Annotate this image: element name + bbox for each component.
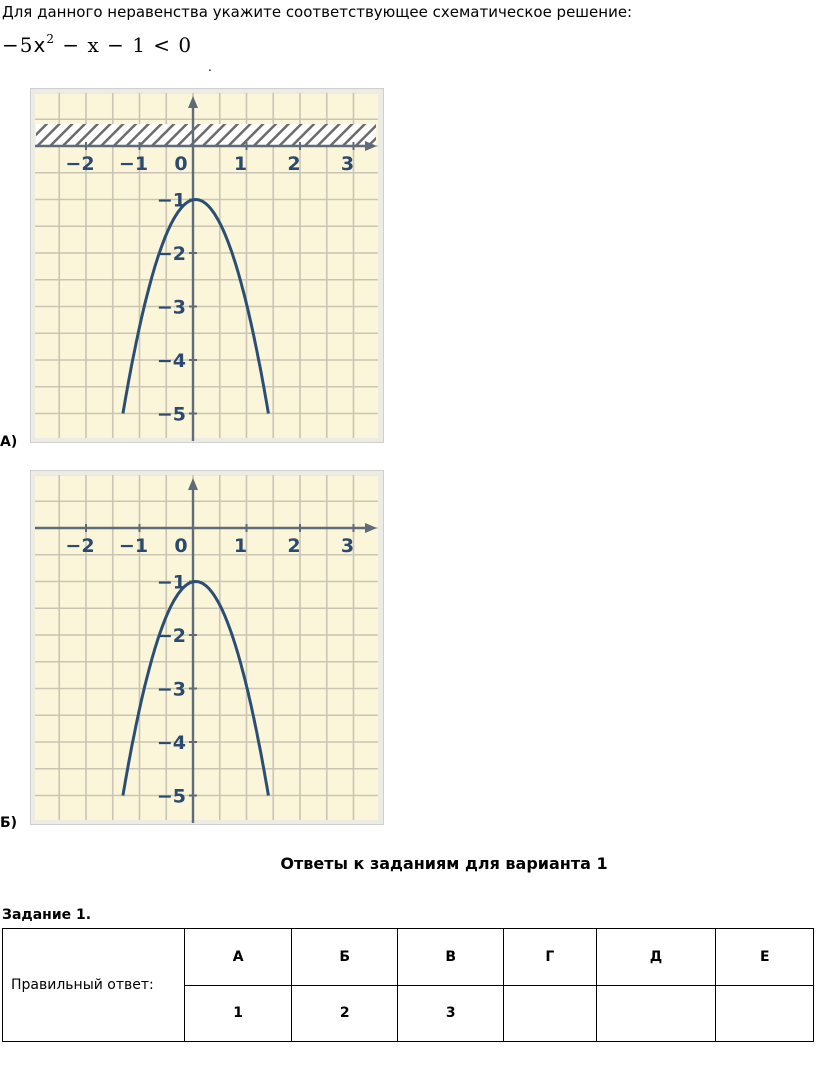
answer-input-cell[interactable]: 2 <box>292 985 398 1042</box>
y-tick-label: −2 <box>156 243 186 265</box>
y-tick-label: −4 <box>156 350 186 372</box>
formula-power: 2 <box>46 32 55 46</box>
trailing-dot: . <box>208 60 212 74</box>
answer-row-label: Правильный ответ: <box>3 929 185 1042</box>
formula-variable: x <box>33 33 47 57</box>
answer-letter-cell: Б <box>292 929 398 986</box>
x-tick-label: 2 <box>287 535 301 557</box>
answer-table <box>2 928 814 1042</box>
x-tick-label: 3 <box>340 535 355 557</box>
answer-letters-row <box>3 929 814 986</box>
y-tick-label: −1 <box>156 189 186 212</box>
x-tick-label: 1 <box>233 153 248 175</box>
answer-letter-cell: Г <box>504 929 596 986</box>
option-a-label: А) <box>0 434 18 450</box>
x-tick-label: −1 <box>118 535 149 557</box>
y-tick-label: −3 <box>156 296 186 319</box>
option-a-svg <box>30 88 384 443</box>
option-b-graph[interactable] <box>30 470 384 825</box>
x-tick-label: 0 <box>174 535 188 557</box>
x-tick-label: 1 <box>233 535 248 557</box>
option-b-svg <box>30 470 384 825</box>
x-tick-label: −2 <box>65 153 95 175</box>
answer-input-cell[interactable] <box>716 985 814 1042</box>
answer-input-cell[interactable]: 3 <box>398 985 504 1042</box>
task-number-label: Задание 1. <box>2 907 92 923</box>
formula-coefficient: −5 <box>2 33 34 57</box>
x-tick-label: −1 <box>118 153 149 175</box>
x-tick-label: 3 <box>340 153 355 175</box>
inequality-formula <box>2 32 192 57</box>
x-tick-label: −2 <box>65 535 95 557</box>
answer-letter-cell: Д <box>596 929 716 986</box>
option-b-label: Б) <box>0 815 18 831</box>
answer-letter-cell: А <box>185 929 292 986</box>
option-a-graph[interactable] <box>30 88 384 443</box>
formula-rest: − x − 1 < 0 <box>54 33 193 57</box>
y-tick-label: −1 <box>156 571 186 594</box>
x-tick-label: 0 <box>174 153 188 175</box>
answer-letter-cell: В <box>398 929 504 986</box>
y-tick-label: −3 <box>156 678 186 701</box>
task-instruction: Для данного неравенства укажите соответствующее схематическое решение: <box>2 3 633 21</box>
y-tick-label: −4 <box>156 732 186 754</box>
y-tick-label: −5 <box>156 785 186 808</box>
answer-input-cell[interactable]: 1 <box>185 985 292 1042</box>
answer-input-cell[interactable] <box>596 985 716 1042</box>
y-tick-label: −5 <box>156 403 186 426</box>
answer-letter-cell: Е <box>716 929 814 986</box>
answer-input-cell[interactable] <box>504 985 596 1042</box>
answers-title: Ответы к заданиям для варианта 1 <box>280 854 608 873</box>
x-tick-label: 2 <box>287 153 301 175</box>
y-tick-label: −2 <box>156 625 186 647</box>
